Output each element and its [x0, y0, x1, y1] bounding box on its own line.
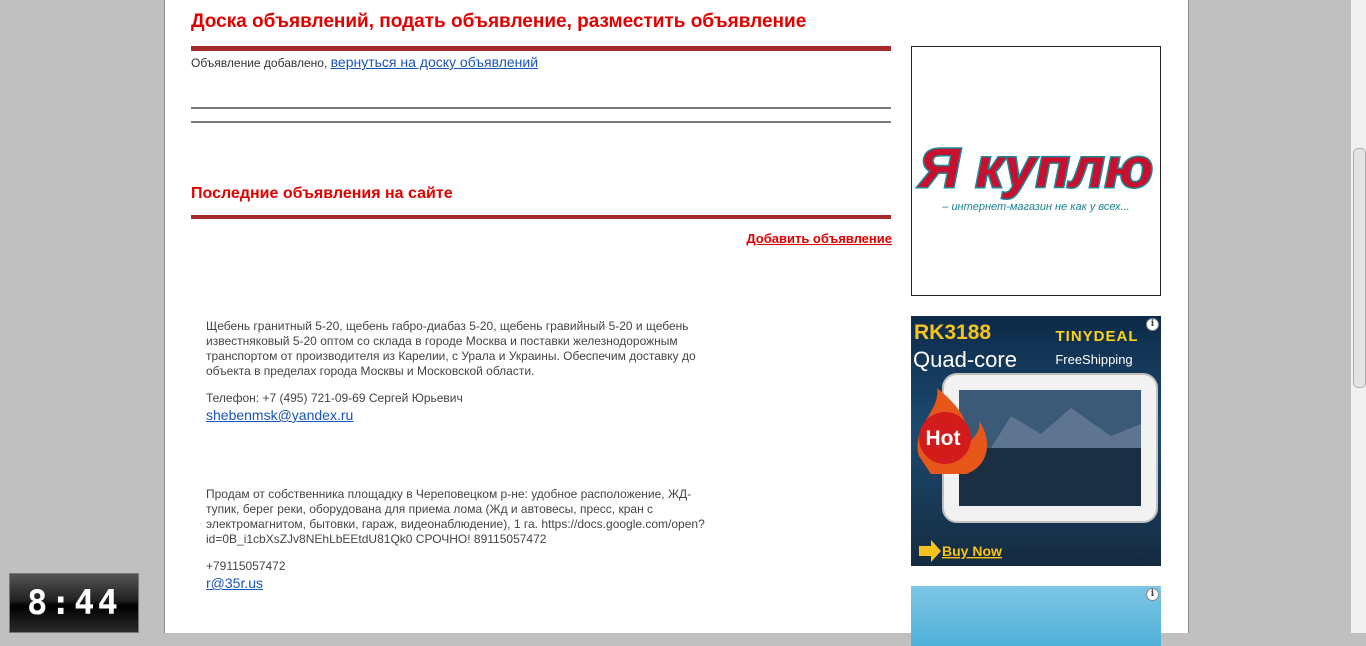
divider-line [191, 121, 891, 123]
add-ad-link[interactable]: Добавить объявление [746, 231, 892, 246]
ad-banner[interactable] [911, 586, 1161, 646]
ad-phone: Телефон: +7 (495) 721-09-69 Сергей Юрьевич [206, 391, 463, 405]
ad-text: Щебень гранитный 5-20, щебень габро-диабаз 5-20, щебень гравийный 5-20 и щебень известняковый 5-20 оптом со склада в городе Москва и поставки железнодорожным транспортом от производителя из Карелии, с Урала и Украины. Обеспечим доставку до объекта в пределах города Москвы и Московской области. [206, 319, 696, 378]
brand-label: TINYDEAL [1055, 328, 1139, 345]
page-title: Доска объявлений, подать объявление, разместить объявление [191, 11, 807, 32]
logo-text: Я куплю [918, 136, 1154, 199]
buy-now-label[interactable]: Buy Now [942, 543, 1002, 559]
title-divider [191, 46, 891, 51]
tinydeal-banner[interactable] [911, 316, 1161, 566]
model-label: RK3188 [914, 321, 992, 344]
divider-line [191, 107, 891, 109]
latest-divider [191, 215, 891, 219]
back-to-board-link[interactable]: вернуться на доску объявлений [330, 54, 539, 70]
latest-ads-title: Последние объявления на сайте [191, 185, 453, 202]
arrow-right-icon [919, 540, 941, 562]
ad-email-link[interactable]: shebenmsk@yandex.ru [206, 407, 354, 423]
ad-added-notice [191, 54, 538, 70]
notice-text: Объявление добавлено, [191, 56, 331, 70]
logo-tagline: – интернет-магазин не как у всех... [942, 201, 1130, 213]
info-icon[interactable]: i [1146, 588, 1159, 601]
ad-phone: +79115057472 [206, 559, 286, 573]
cpu-label: Quad-core [913, 347, 1017, 372]
yakuplyu-logo-image [912, 47, 1160, 295]
ad-item [206, 487, 716, 592]
yakuplyu-banner[interactable] [911, 46, 1161, 296]
hot-label: Hot [925, 427, 961, 450]
ad-email-link[interactable]: r@35r.us [206, 575, 264, 591]
shipping-label: FreeShipping [1055, 352, 1133, 367]
clock-time: 8:44 [27, 583, 121, 623]
ad-text: Продам от собственника площадку в Череповецком р-не: удобное расположение, ЖД-тупик, берег реки, оборудована для приема лома (Жд и автовесы, пресс, кран с электромагнитом, бытовки, гараж, видеонаблюдение), 1 га. https://docs.google.com/open?id=0B_i1cbXsZJv8NEhLbEEtdU81Qk0 СРОЧНО! 89115057472 [206, 487, 705, 546]
scrollbar-thumb[interactable] [1353, 148, 1366, 388]
ad-item [206, 319, 716, 424]
screen-water [959, 448, 1141, 506]
clock-widget [9, 573, 139, 633]
info-icon[interactable]: i [1146, 318, 1159, 331]
main-page [164, 0, 1189, 633]
tinydeal-banner-art [911, 316, 1161, 566]
